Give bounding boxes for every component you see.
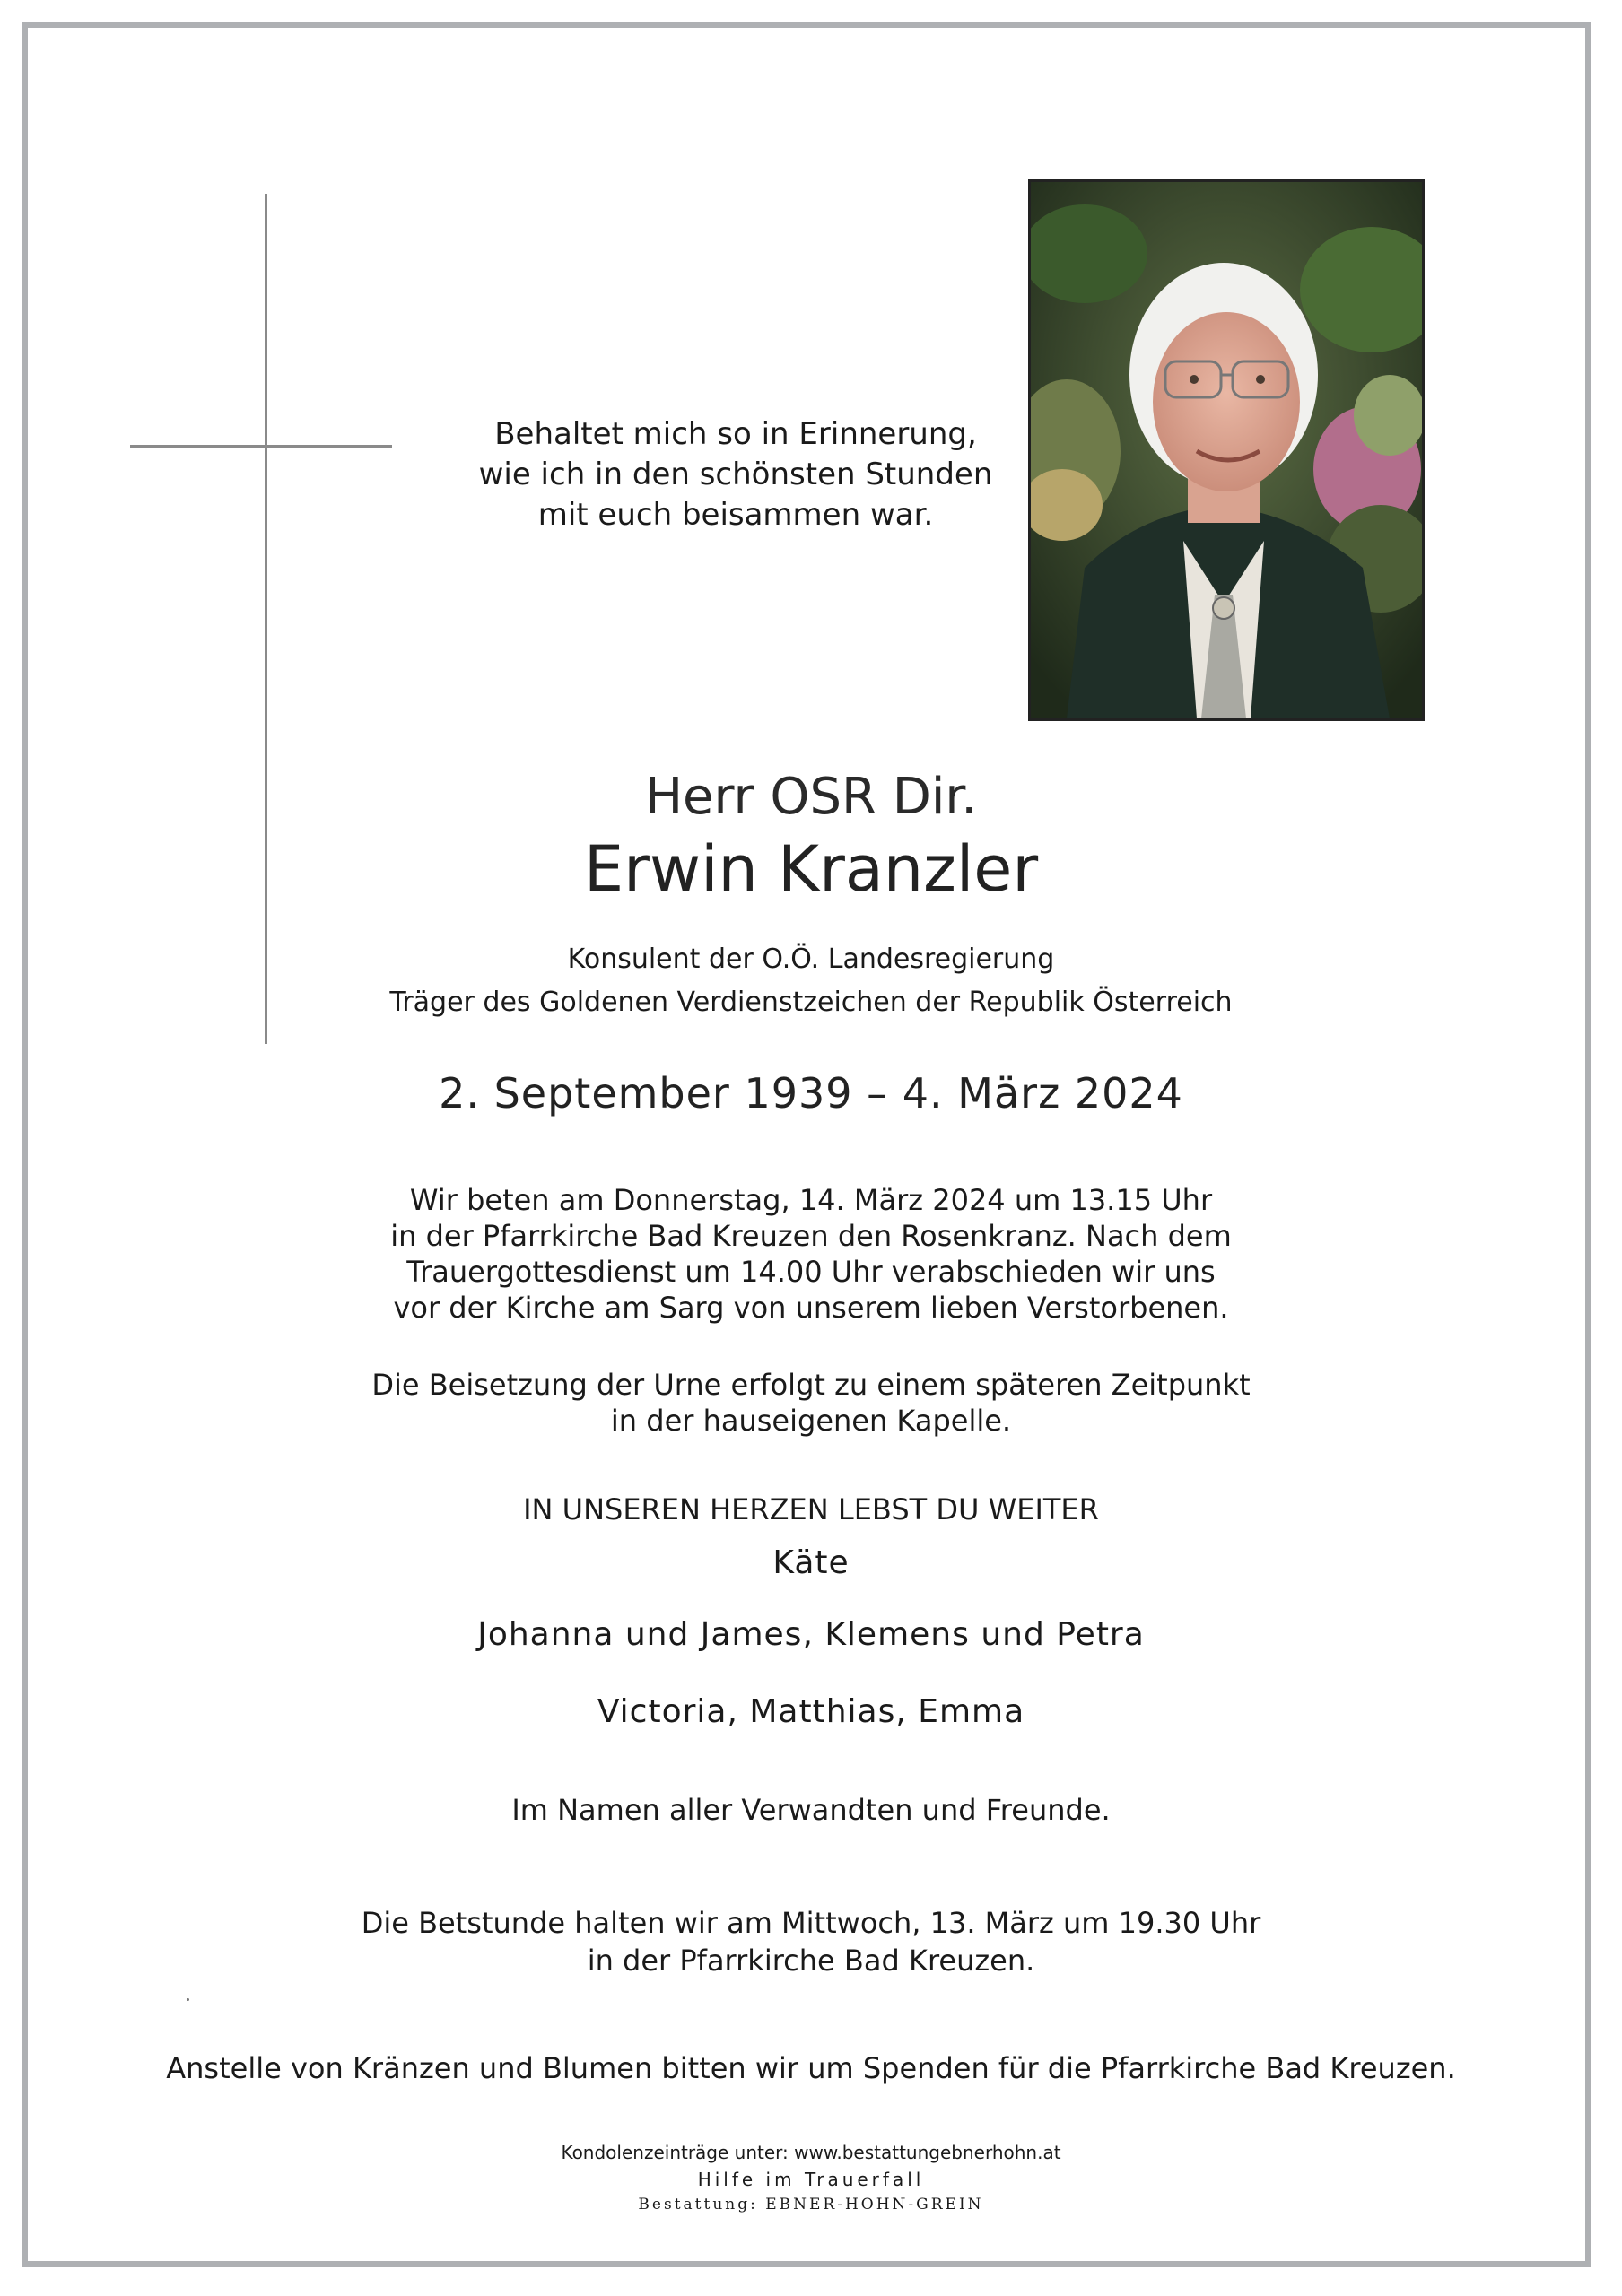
quote-line-3: mit euch beisammen war. xyxy=(537,497,934,533)
quote-line-2: wie ich in den schönsten Stunden xyxy=(478,457,993,492)
mourner-spouse: Käte xyxy=(772,1544,850,1581)
ceremony-line-1: Wir beten am Donnerstag, 14. März 2024 um 13.15 Uhr xyxy=(409,1183,1213,1217)
ceremony-line-3: Trauergottesdienst um 14.00 Uhr verabschieden wir uns xyxy=(406,1255,1216,1289)
distinction-1: Konsulent der O.Ö. Landesregierung xyxy=(567,944,1055,975)
mourner-relatives: Im Namen aller Verwandten und Freunde. xyxy=(511,1793,1111,1827)
distinction-2: Träger des Goldenen Verdienstzeichen der Republik Österreich xyxy=(389,987,1233,1018)
cross-vertical-bar xyxy=(265,194,267,1044)
mourners-heading: IN UNSEREN HERZEN LEBST DU WEITER xyxy=(523,1492,1099,1526)
donation-note: Anstelle von Kränzen und Blumen bitten wir um Spenden für die Pfarrkirche Bad Kreuzen. xyxy=(166,2051,1456,2085)
burial-line-1: Die Beisetzung der Urne erfolgt zu einem späteren Zeitpunkt xyxy=(371,1368,1251,1402)
burial-line-2: in der hauseigenen Kapelle. xyxy=(610,1404,1012,1438)
undertaker-slogan: Hilfe im Trauerfall xyxy=(697,2169,925,2190)
ceremony-line-4: vor der Kirche am Sarg von unserem lieben Verstorbenen. xyxy=(393,1291,1229,1325)
prayer-hour-line-2: in der Pfarrkirche Bad Kreuzen. xyxy=(587,1944,1035,1978)
prayer-hour-line-1: Die Betstunde halten wir am Mittwoch, 13. März um 19.30 Uhr xyxy=(361,1906,1261,1940)
cross-horizontal-bar xyxy=(130,445,392,448)
life-dates: 2. September 1939 – 4. März 2024 xyxy=(439,1069,1183,1118)
ceremony-line-2: in der Pfarrkirche Bad Kreuzen den Rosenkranz. Nach dem xyxy=(390,1219,1232,1253)
memorial-quote xyxy=(449,414,1023,535)
portrait-photo xyxy=(1028,179,1425,721)
scan-speck xyxy=(187,1998,189,2001)
mourner-grandchildren: Victoria, Matthias, Emma xyxy=(597,1693,1025,1730)
deceased-name: Erwin Kranzler xyxy=(583,832,1039,906)
portrait-illustration xyxy=(1031,182,1422,718)
quote-line-1: Behaltet mich so in Erinnerung, xyxy=(494,416,977,452)
undertaker-name: Bestattung: EBNER-HOHN-GREIN xyxy=(638,2196,984,2213)
honorific-title: Herr OSR Dir. xyxy=(644,768,978,826)
mourner-children: Johanna und James, Klemens und Petra xyxy=(477,1616,1145,1653)
condolence-website: Kondolenzeinträge unter: www.bestattungebnerhohn.at xyxy=(561,2142,1061,2163)
